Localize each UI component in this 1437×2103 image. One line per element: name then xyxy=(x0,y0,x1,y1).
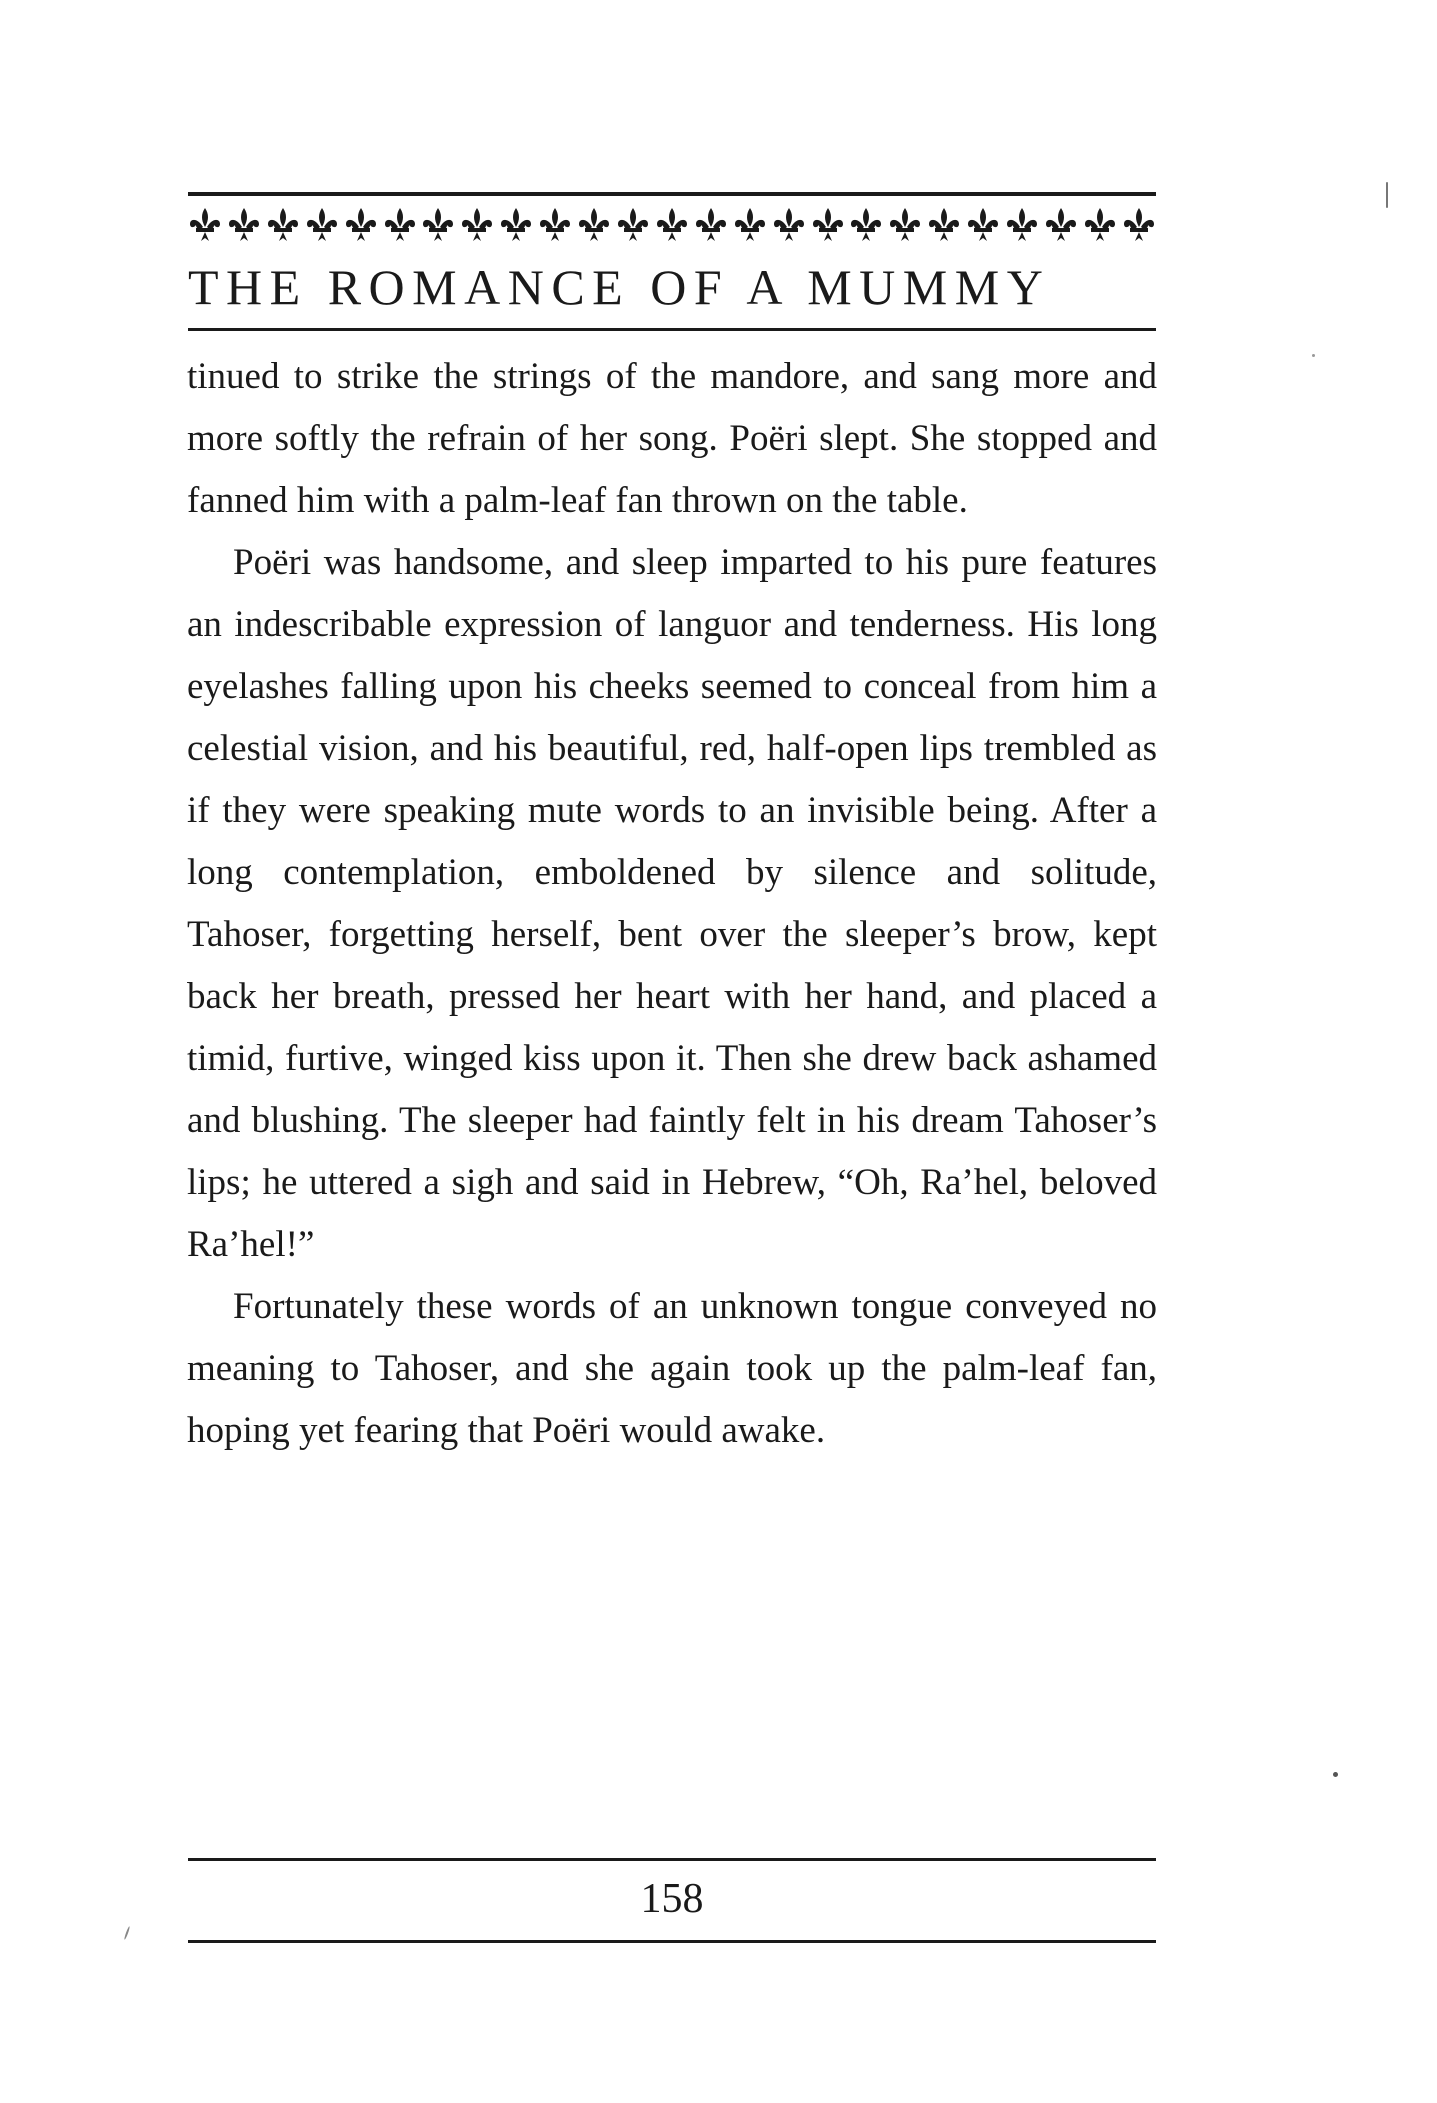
fleur-de-lis-icon xyxy=(694,207,728,243)
fleur-de-lis-icon xyxy=(188,207,222,243)
header-bottom-rule xyxy=(188,328,1156,331)
fleur-de-lis-icon xyxy=(811,207,845,243)
scan-speck xyxy=(1333,1772,1338,1777)
fleur-de-lis-icon xyxy=(460,207,494,243)
scan-speck xyxy=(124,1926,131,1940)
fleur-de-lis-icon xyxy=(227,207,261,243)
fleur-de-lis-icon xyxy=(499,207,533,243)
page-number: 158 xyxy=(640,1876,704,1922)
paragraph-1: tinued to strike the strings of the mandore, and sang more and more softly the refrain of her song. Poëri slept. She stopped and fanned him with a palm-leaf fan thrown on the table. xyxy=(187,356,1157,521)
fleur-de-lis-icon xyxy=(266,207,300,243)
fleur-de-lis-icon xyxy=(733,207,767,243)
fleur-de-lis-icon xyxy=(1122,207,1156,243)
fleur-de-lis-icon xyxy=(1005,207,1039,243)
fleur-de-lis-icon xyxy=(421,207,455,243)
body-text xyxy=(187,346,1157,1462)
fleur-de-lis-icon xyxy=(927,207,961,243)
scan-speck xyxy=(1312,354,1315,357)
scan-speck xyxy=(1386,182,1388,208)
ornament-band xyxy=(188,205,1156,245)
fleur-de-lis-icon xyxy=(1044,207,1078,243)
header-top-rule xyxy=(188,192,1156,196)
fleur-de-lis-icon xyxy=(888,207,922,243)
fleur-de-lis-icon xyxy=(655,207,689,243)
fleur-de-lis-icon xyxy=(772,207,806,243)
fleur-de-lis-icon xyxy=(966,207,1000,243)
fleur-de-lis-icon xyxy=(1083,207,1117,243)
paragraph-2: Poëri was handsome, and sleep imparted to his pure features an indescribable expression of languor and tenderness. His long eyelashes falling upon his cheeks seemed to conceal from him a celestial vision, and his beautiful, red, half-open lips trembled as if they were speaking mute words to an invisible being. After a long contemplation, emboldened by silence and solitude, Tahoser, forgetting herself, bent over the sleeper’s brow, kept back her breath, pressed her heart with her hand, and placed a timid, furtive, winged kiss upon it. Then she drew back ashamed and blushing. The sleeper had faintly felt in his dream Tahoser’s lips; he uttered a sigh and said in Hebrew, “Oh, Ra’hel, beloved Ra’hel!” xyxy=(187,542,1157,1265)
fleur-de-lis-icon xyxy=(577,207,611,243)
running-title: THE ROMANCE OF A MUMMY xyxy=(188,259,1051,315)
fleur-de-lis-icon xyxy=(383,207,417,243)
fleur-de-lis-icon xyxy=(616,207,650,243)
footer-top-rule xyxy=(188,1858,1156,1861)
fleur-de-lis-icon xyxy=(344,207,378,243)
fleur-de-lis-icon xyxy=(538,207,572,243)
fleur-de-lis-icon xyxy=(849,207,883,243)
footer-bottom-rule xyxy=(188,1940,1156,1943)
paragraph-3: Fortunately these words of an unknown tongue conveyed no meaning to Tahoser, and she again took up the palm-leaf fan, hoping yet fearing that Poëri would awake. xyxy=(187,1286,1157,1451)
fleur-de-lis-icon xyxy=(305,207,339,243)
